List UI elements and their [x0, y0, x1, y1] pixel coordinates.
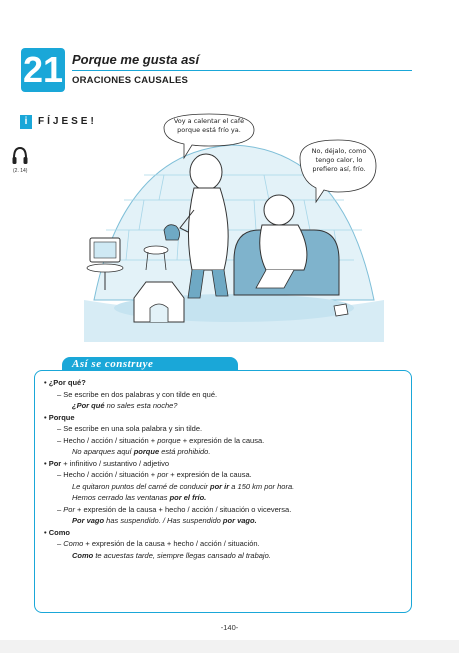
example-line: No aparques aquí porque está prohibido.	[72, 447, 211, 456]
speech-bubble-1	[166, 117, 252, 135]
heading-por-que: • ¿Por qué?	[44, 378, 86, 387]
bubble-2-line: tengo calor, lo	[315, 156, 363, 164]
igloo-illustration	[84, 110, 384, 342]
unit-number-badge: 21	[22, 49, 64, 90]
unit-title: Porque me gusta así	[72, 52, 200, 67]
example-line: ¿Por qué no sales esta noche?	[72, 401, 178, 410]
rule-line: – Por + expresión de la causa + hecho / acción / situación o viceversa.	[57, 504, 292, 514]
info-icon: i	[20, 115, 32, 129]
rule-line: – Hecho / acción / situación + porque + expresión de la causa.	[57, 435, 265, 445]
grammar-content	[44, 377, 404, 561]
audio-track: (2. 14)	[13, 168, 28, 174]
rule-line: – Se escribe en dos palabras y con tilde en qué.	[57, 389, 218, 399]
fijese-heading: FÍJESE!	[38, 116, 97, 127]
heading-porque: • Porque	[44, 412, 75, 422]
speech-bubble-2	[302, 147, 376, 174]
title-rule	[72, 70, 412, 71]
example-line: Le quitaron puntos del carné de conducir por ir a 150 km por hora.	[72, 481, 295, 491]
rule-line: – Como + expresión de la causa + hecho / acción / situación.	[57, 539, 260, 548]
section-tab: Así se construye	[62, 357, 238, 371]
example-line: Como te acuestas tarde, siempre llegas cansado al trabajo.	[72, 550, 271, 560]
bubble-2-line: prefiero así, frío.	[312, 165, 366, 173]
page-number: -140-	[220, 623, 239, 632]
example-line: Hemos cerrado las ventanas por el frío.	[72, 493, 207, 502]
unit-subtitle: ORACIONES CAUSALES	[72, 75, 189, 86]
rule-line: – Hecho / acción / situación + por + expresión de la causa.	[57, 470, 252, 479]
bubble-1-line: porque está frío ya.	[177, 126, 241, 134]
heading-por: • Por + infinitivo / sustantivo / adjetivo	[44, 458, 169, 468]
heading-como: • Como	[44, 527, 70, 537]
example-line: Por vago has suspendido. / Has suspendido por vago.	[72, 516, 257, 525]
bubble-1-line: Voy a calentar el café	[173, 117, 245, 125]
rule-line: – Se escribe en una sola palabra y sin tilde.	[57, 424, 203, 433]
headphones-icon[interactable]	[12, 146, 28, 166]
bubble-2-line: No, déjalo, como	[311, 147, 367, 155]
